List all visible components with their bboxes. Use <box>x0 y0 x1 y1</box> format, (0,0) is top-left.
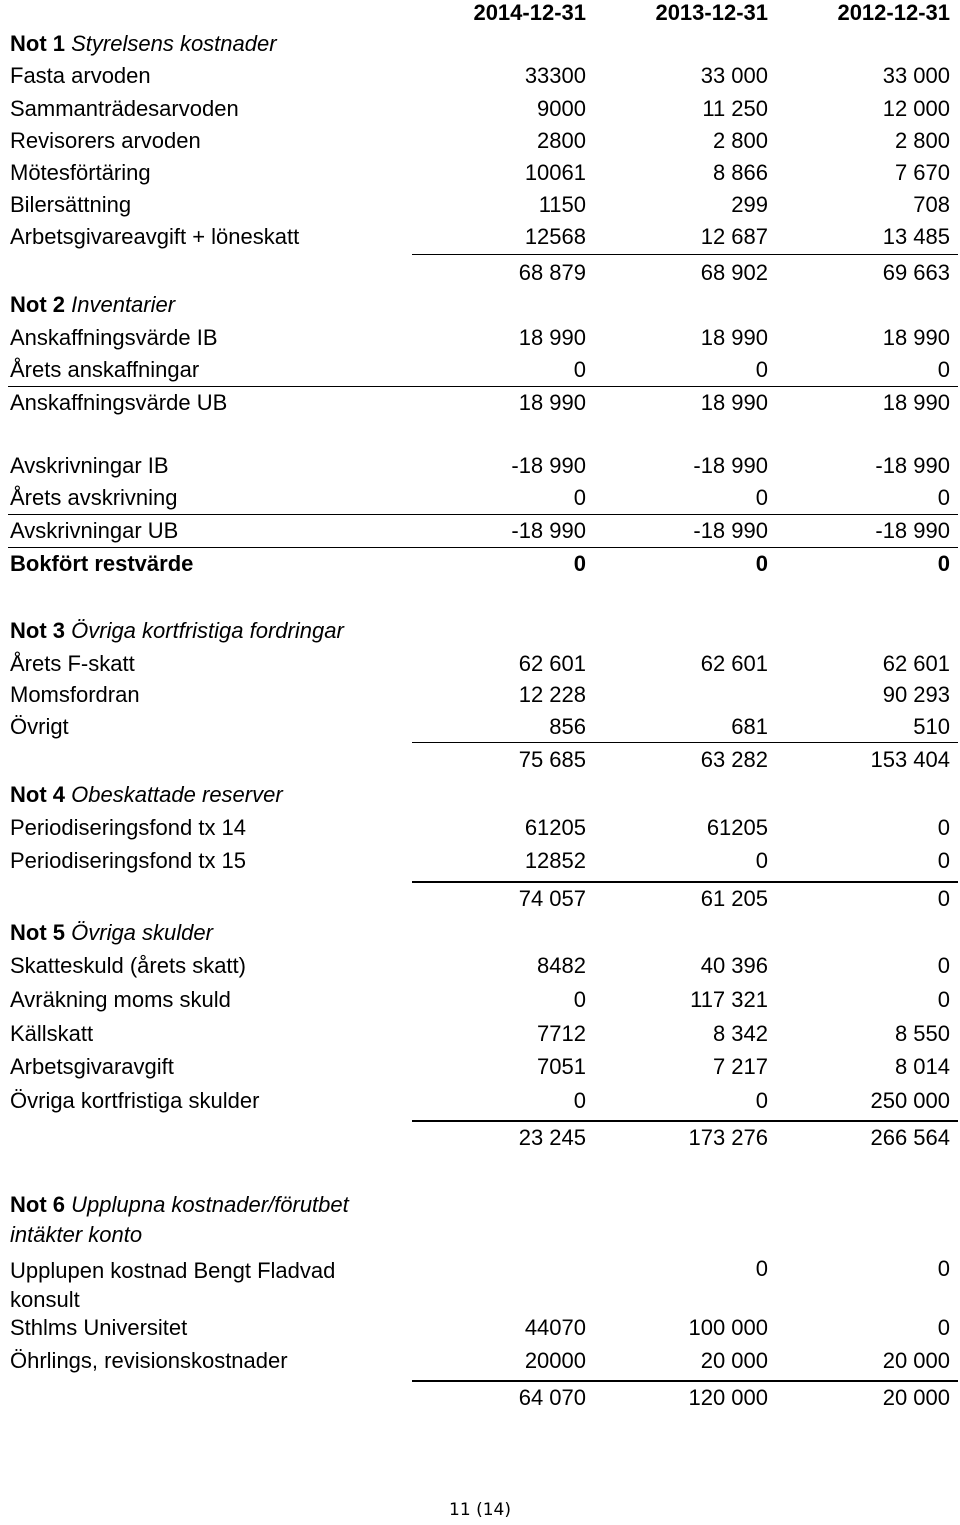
value-2012: 0 <box>937 551 950 576</box>
value-2012: 510 <box>913 714 950 739</box>
value-2013: 8 866 <box>712 160 768 185</box>
row-label: Anskaffningsvärde IB <box>10 325 218 350</box>
value-2012: 8 014 <box>894 1054 950 1079</box>
value-2012: 0 <box>937 485 950 510</box>
value-2014: 12 228 <box>518 682 586 707</box>
value-2013: 11 250 <box>702 96 768 121</box>
row-label: Avräkning moms skuld <box>10 987 231 1012</box>
value-2013: 0 <box>755 357 768 382</box>
total-2012: 0 <box>937 886 950 911</box>
sum-divider <box>8 514 958 515</box>
value-2014: 0 <box>573 1088 586 1113</box>
sum-divider <box>412 254 958 255</box>
column-header-2014: 2014-12-31 <box>473 0 586 25</box>
row-label: Sammanträdesarvoden <box>10 96 239 121</box>
row-label: Övrigt <box>10 714 69 739</box>
row-label: Källskatt <box>10 1021 94 1046</box>
row-label: Övriga kortfristiga skulder <box>10 1088 260 1113</box>
total-2012: 20 000 <box>882 1385 950 1410</box>
note-title: Övriga kortfristiga fordringar <box>71 618 344 643</box>
note-title: Upplupna kostnader/förutbet intäkter konto <box>10 1192 349 1247</box>
total-2013: 120 000 <box>688 1385 768 1410</box>
value-2012: 0 <box>937 1315 950 1340</box>
value-2013: 40 396 <box>700 953 768 978</box>
value-2013: 33 000 <box>700 63 768 88</box>
value-2012: -18 990 <box>875 453 950 478</box>
value-2012: 8 550 <box>894 1021 950 1046</box>
value-2014: 7051 <box>537 1054 586 1079</box>
total-2014: 64 070 <box>518 1385 586 1410</box>
value-2013: 0 <box>755 551 768 576</box>
value-2012: 708 <box>913 192 950 217</box>
value-2014: 7712 <box>537 1021 586 1046</box>
value-2014: 12852 <box>524 848 586 873</box>
total-2014: 68 879 <box>518 260 586 285</box>
note-number: Not 3 <box>10 618 65 643</box>
value-2013: 0 <box>755 848 768 873</box>
value-2014: 10061 <box>524 160 586 185</box>
value-2013: 681 <box>731 714 768 739</box>
value-2013: 2 800 <box>712 128 768 153</box>
value-2013: 299 <box>731 192 768 217</box>
row-label: Bokfört restvärde <box>10 551 194 576</box>
value-2012: 12 000 <box>882 96 950 121</box>
row-label: Periodiseringsfond tx 15 <box>10 848 247 873</box>
total-2013: 68 902 <box>700 260 768 285</box>
row-label: Sthlms Universitet <box>10 1315 188 1340</box>
total-2013: 173 276 <box>688 1125 768 1150</box>
value-2013: 61205 <box>706 815 768 840</box>
note-number: Not 6 <box>10 1192 65 1217</box>
row-label: Avskrivningar IB <box>10 453 169 478</box>
note-title: Obeskattade reserver <box>71 782 283 807</box>
sum-divider <box>412 742 958 743</box>
row-label: Arbetsgivareavgift + löneskatt <box>10 224 300 249</box>
note-title: Inventarier <box>71 292 176 317</box>
total-2012: 266 564 <box>870 1125 950 1150</box>
value-2014: 8482 <box>537 953 586 978</box>
value-2012: 20 000 <box>882 1348 950 1373</box>
value-2013: 7 217 <box>712 1054 768 1079</box>
value-2013: 117 321 <box>690 987 768 1012</box>
value-2013: 0 <box>755 1088 768 1113</box>
value-2012: 2 800 <box>894 128 950 153</box>
value-2013: 100 000 <box>688 1315 768 1340</box>
value-2012: 13 485 <box>882 224 950 249</box>
value-2012: 33 000 <box>882 63 950 88</box>
sum-divider <box>412 1380 958 1382</box>
value-2014: 0 <box>573 357 586 382</box>
value-2012: 0 <box>937 987 950 1012</box>
value-2014: 18 990 <box>518 325 586 350</box>
value-2012: 0 <box>937 357 950 382</box>
value-2014: -18 990 <box>511 518 586 543</box>
row-label: Mötesförtäring <box>10 160 151 185</box>
column-header-2013: 2013-12-31 <box>655 0 768 25</box>
value-2014: 9000 <box>537 96 586 121</box>
value-2013: 0 <box>755 1256 768 1281</box>
value-2013: 0 <box>755 485 768 510</box>
value-2012: 62 601 <box>882 651 950 676</box>
column-header-2012: 2012-12-31 <box>837 0 950 25</box>
value-2014: 20000 <box>524 1348 586 1373</box>
value-2014: 0 <box>573 551 586 576</box>
value-2013: 8 342 <box>712 1021 768 1046</box>
total-2014: 75 685 <box>518 747 586 772</box>
total-2014: 23 245 <box>518 1125 586 1150</box>
total-2012: 153 404 <box>870 747 950 772</box>
row-label: Revisorers arvoden <box>10 128 201 153</box>
row-label: Arbetsgivaravgift <box>10 1054 174 1079</box>
value-2013: -18 990 <box>693 453 768 478</box>
sum-divider <box>412 1120 958 1122</box>
row-label: Fasta arvoden <box>10 63 151 88</box>
value-2014: 12568 <box>524 224 586 249</box>
value-2014: -18 990 <box>511 453 586 478</box>
row-label: Årets F-skatt <box>10 651 135 676</box>
value-2013: 18 990 <box>700 390 768 415</box>
total-2013: 61 205 <box>700 886 768 911</box>
row-label: Anskaffningsvärde UB <box>10 390 228 415</box>
value-2012: 90 293 <box>882 682 950 707</box>
value-2012: -18 990 <box>875 518 950 543</box>
row-label: Öhrlings, revisionskostnader <box>10 1348 288 1373</box>
value-2014: 44070 <box>524 1315 586 1340</box>
page-number: 11 (14) <box>449 1500 511 1520</box>
value-2014: 2800 <box>537 128 586 153</box>
value-2014: 0 <box>573 987 586 1012</box>
value-2012: 250 000 <box>870 1088 950 1113</box>
value-2013: 18 990 <box>700 325 768 350</box>
sum-divider <box>8 386 958 387</box>
value-2012: 18 990 <box>882 325 950 350</box>
value-2014: 33300 <box>524 63 586 88</box>
value-2012: 18 990 <box>882 390 950 415</box>
value-2014: 1150 <box>538 192 586 217</box>
value-2013: 12 687 <box>700 224 768 249</box>
row-label: Årets avskrivning <box>10 485 178 510</box>
note-title: Styrelsens kostnader <box>71 31 277 56</box>
value-2014: 61205 <box>524 815 586 840</box>
note-number: Not 5 <box>10 920 65 945</box>
note-number: Not 2 <box>10 292 65 317</box>
value-2012: 0 <box>937 953 950 978</box>
value-2012: 0 <box>937 1256 950 1281</box>
row-label: Skatteskuld (årets skatt) <box>10 953 246 978</box>
value-2012: 7 670 <box>894 160 950 185</box>
value-2013: 62 601 <box>700 651 768 676</box>
row-label: Momsfordran <box>10 682 140 707</box>
sum-divider <box>8 547 958 548</box>
total-2012: 69 663 <box>882 260 950 285</box>
row-label: Avskrivningar UB <box>10 518 179 543</box>
value-2014: 856 <box>549 714 586 739</box>
note-number: Not 1 <box>10 31 65 56</box>
sum-divider <box>412 881 958 883</box>
total-2013: 63 282 <box>700 747 768 772</box>
value-2013: 20 000 <box>700 1348 768 1373</box>
row-label: Bilersättning <box>10 192 132 217</box>
note-number: Not 4 <box>10 782 65 807</box>
value-2014: 62 601 <box>518 651 586 676</box>
value-2013: -18 990 <box>693 518 768 543</box>
value-2014: 18 990 <box>518 390 586 415</box>
value-2014: 0 <box>573 485 586 510</box>
total-2014: 74 057 <box>518 886 586 911</box>
note-title: Övriga skulder <box>71 920 213 945</box>
row-label: Periodiseringsfond tx 14 <box>10 815 247 840</box>
value-2012: 0 <box>937 815 950 840</box>
row-label: Upplupen kostnad Bengt Fladvad konsult <box>10 1258 336 1312</box>
row-label: Årets anskaffningar <box>10 357 200 382</box>
value-2012: 0 <box>937 848 950 873</box>
